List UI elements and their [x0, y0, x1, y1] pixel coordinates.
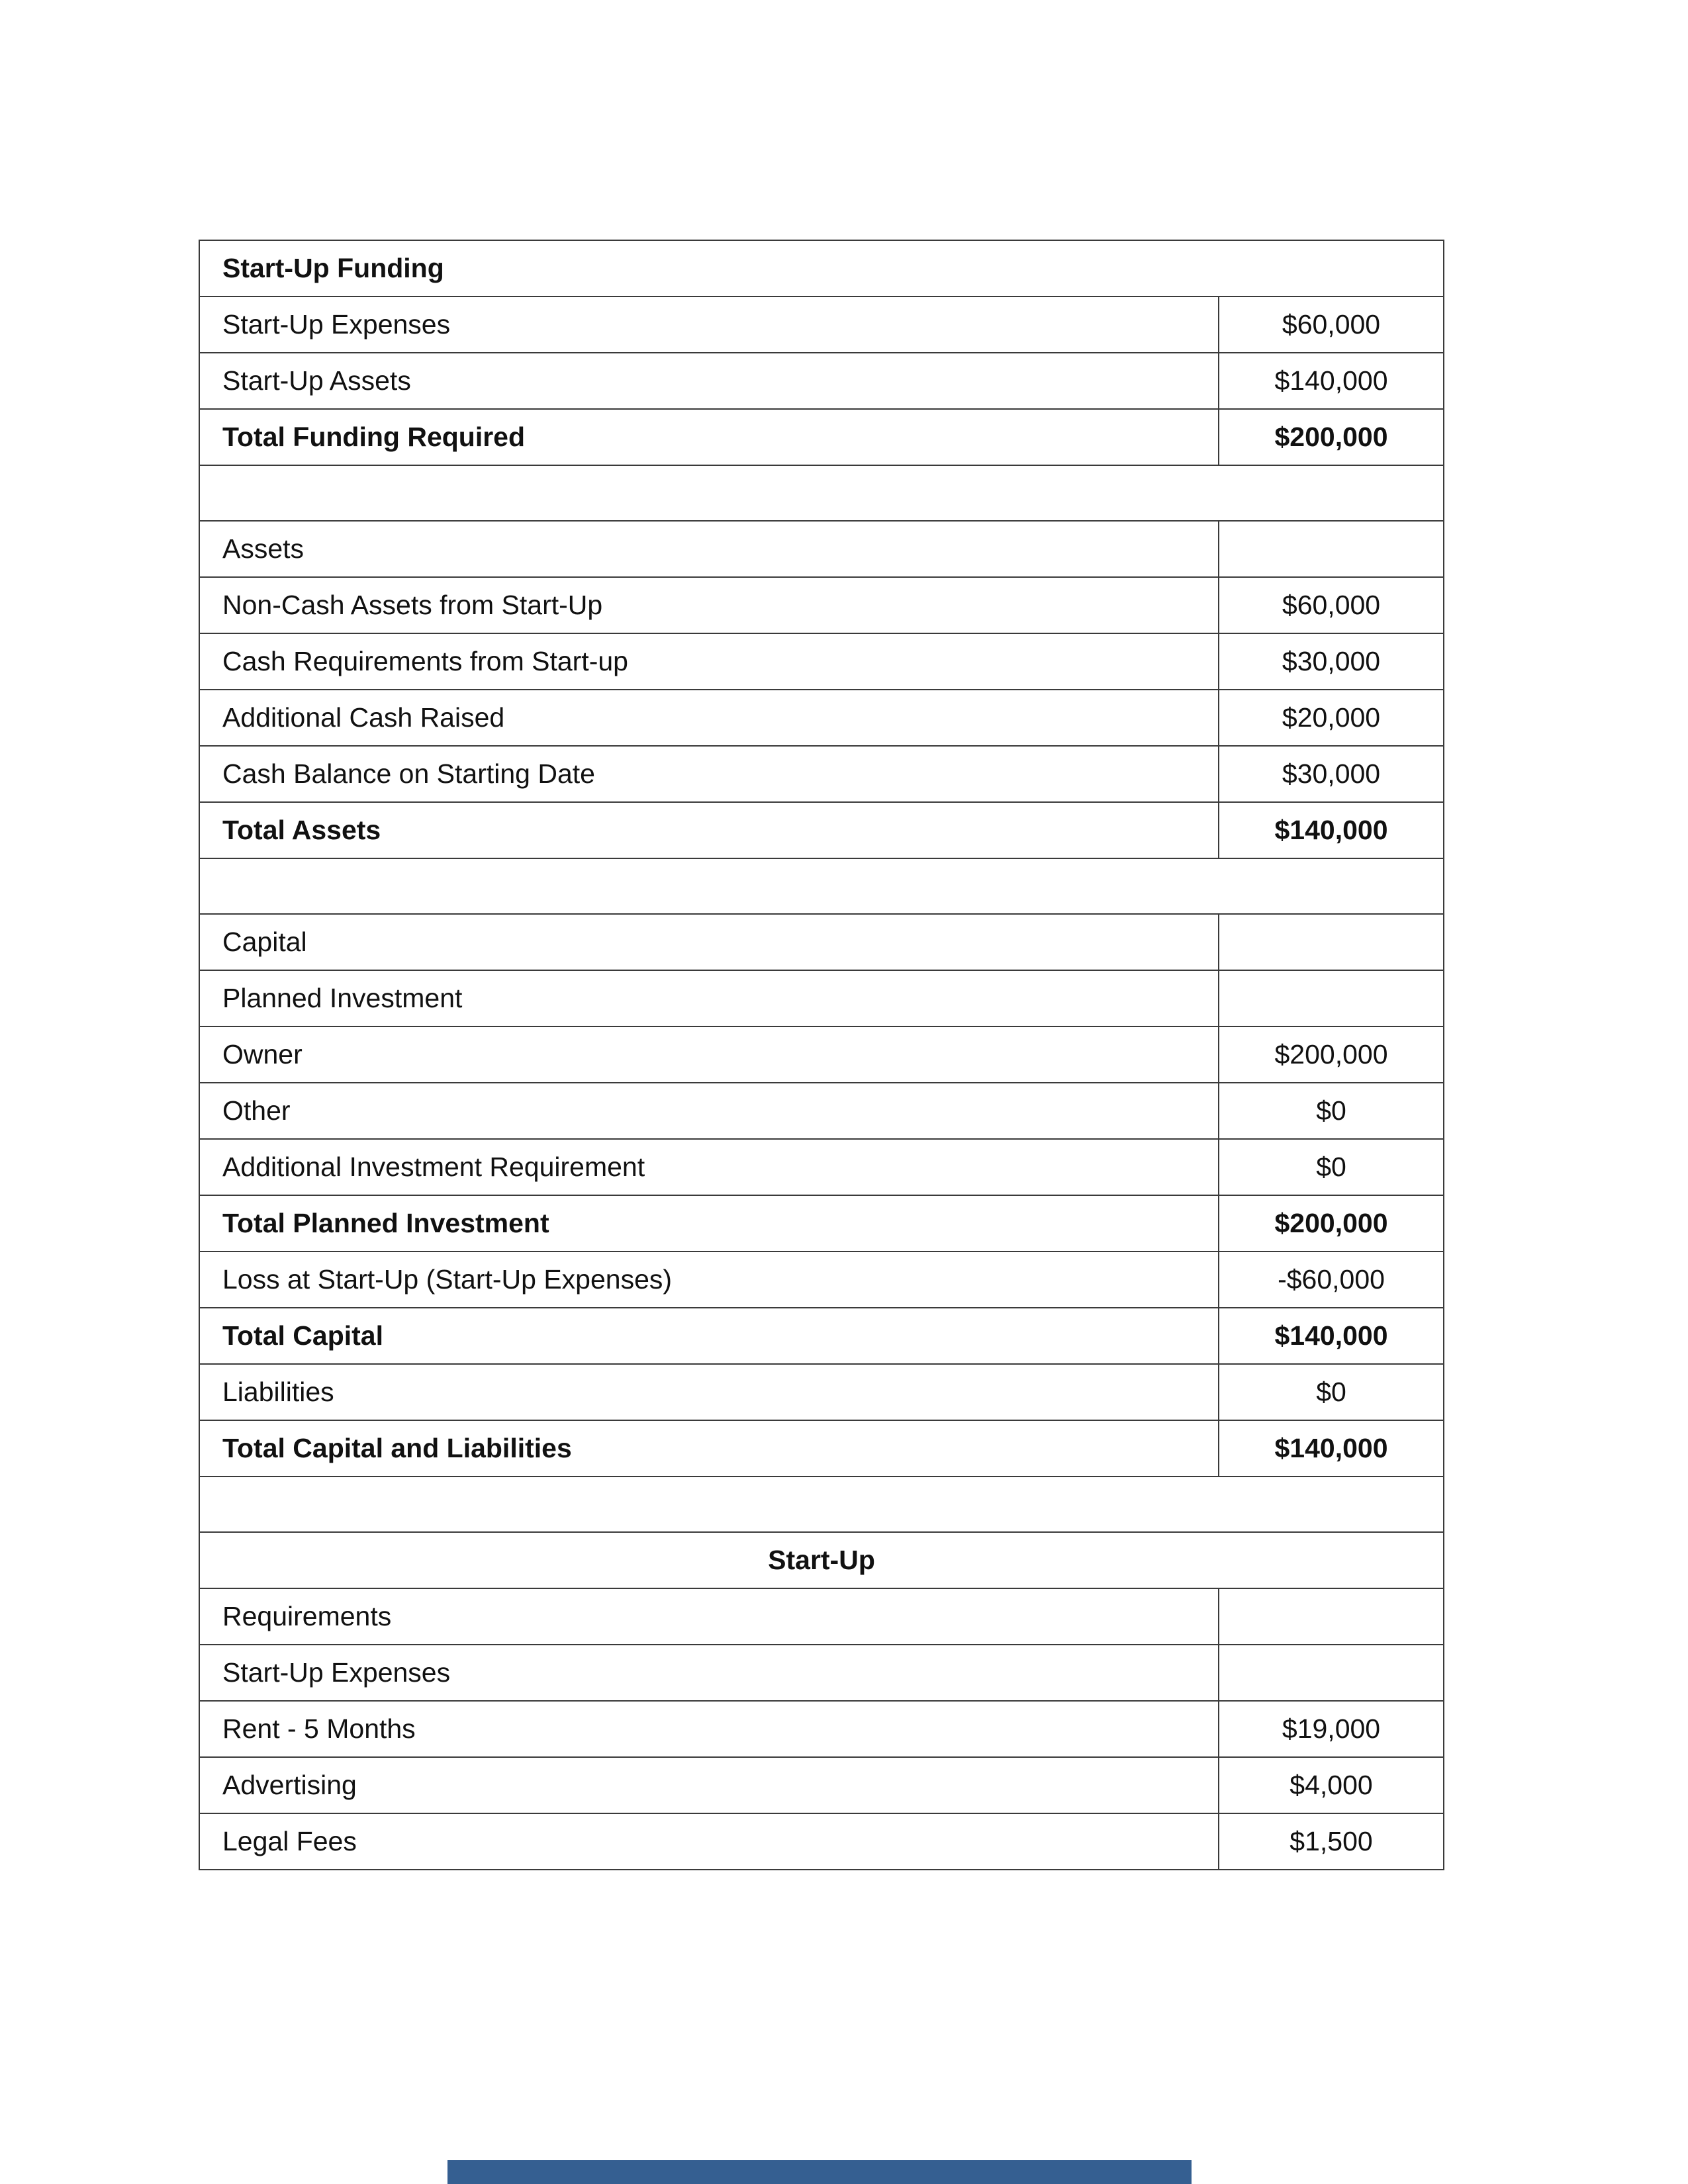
startup-expenses-label: Start-Up Expenses: [199, 1645, 1219, 1701]
spacer-row: [199, 858, 1444, 914]
spacer-cell: [199, 858, 1444, 914]
total-label: Total Planned Investment: [199, 1195, 1219, 1251]
empty-value-cell: [1219, 1645, 1444, 1701]
total-row: [199, 1195, 1444, 1251]
section-label-row: [199, 1645, 1444, 1701]
row-value: $60,000: [1219, 296, 1444, 353]
table-row: [199, 1364, 1444, 1420]
planned-investment-label: Planned Investment: [199, 970, 1219, 1026]
row-value: $60,000: [1219, 577, 1444, 633]
startup-heading-row: [199, 1532, 1444, 1588]
row-label: Liabilities: [199, 1364, 1219, 1420]
row-value: $0: [1219, 1139, 1444, 1195]
total-label: Total Assets: [199, 802, 1219, 858]
row-label: Start-Up Assets: [199, 353, 1219, 409]
row-value: $20,000: [1219, 690, 1444, 746]
capital-label: Capital: [199, 914, 1219, 970]
row-value: -$60,000: [1219, 1251, 1444, 1308]
row-value: $4,000: [1219, 1757, 1444, 1813]
row-label: Loss at Start-Up (Start-Up Expenses): [199, 1251, 1219, 1308]
row-value: $19,000: [1219, 1701, 1444, 1757]
startup-funding-heading: Start-Up Funding: [199, 240, 1444, 296]
table-row: [199, 1251, 1444, 1308]
row-value: $200,000: [1219, 1026, 1444, 1083]
requirements-label: Requirements: [199, 1588, 1219, 1645]
startup-heading: Start-Up: [199, 1532, 1444, 1588]
table-row: [199, 1083, 1444, 1139]
table-row: [199, 746, 1444, 802]
row-value: $0: [1219, 1364, 1444, 1420]
total-label: Total Capital and Liabilities: [199, 1420, 1219, 1477]
spacer-cell: [199, 465, 1444, 521]
spacer-row: [199, 465, 1444, 521]
row-label: Start-Up Expenses: [199, 296, 1219, 353]
table-row: [199, 1026, 1444, 1083]
footer-color-bar: [447, 2160, 1192, 2184]
table-row: [199, 1701, 1444, 1757]
startup-funding-table: [199, 240, 1444, 1870]
section-label-row: [199, 521, 1444, 577]
row-label: Owner: [199, 1026, 1219, 1083]
total-row: [199, 802, 1444, 858]
empty-value-cell: [1219, 914, 1444, 970]
empty-value-cell: [1219, 970, 1444, 1026]
total-row: [199, 409, 1444, 465]
row-label: Cash Balance on Starting Date: [199, 746, 1219, 802]
table-row: [199, 1813, 1444, 1870]
row-value: $0: [1219, 1083, 1444, 1139]
total-value: $200,000: [1219, 1195, 1444, 1251]
total-row: [199, 1308, 1444, 1364]
row-label: Cash Requirements from Start-up: [199, 633, 1219, 690]
table-row: [199, 353, 1444, 409]
empty-value-cell: [1219, 1588, 1444, 1645]
table-row: [199, 1757, 1444, 1813]
total-value: $140,000: [1219, 1308, 1444, 1364]
total-value: $140,000: [1219, 1420, 1444, 1477]
spacer-row: [199, 1477, 1444, 1532]
spacer-cell: [199, 1477, 1444, 1532]
table-row: [199, 633, 1444, 690]
total-label: Total Capital: [199, 1308, 1219, 1364]
table-heading-row: [199, 240, 1444, 296]
row-label: Additional Cash Raised: [199, 690, 1219, 746]
section-label-row: [199, 970, 1444, 1026]
empty-value-cell: [1219, 521, 1444, 577]
section-label-row: [199, 914, 1444, 970]
total-value: $200,000: [1219, 409, 1444, 465]
table-row: [199, 690, 1444, 746]
section-label-row: [199, 1588, 1444, 1645]
row-value: $140,000: [1219, 353, 1444, 409]
total-row: [199, 1420, 1444, 1477]
row-label: Advertising: [199, 1757, 1219, 1813]
row-label: Additional Investment Requirement: [199, 1139, 1219, 1195]
row-value: $30,000: [1219, 633, 1444, 690]
row-label: Rent - 5 Months: [199, 1701, 1219, 1757]
row-label: Non-Cash Assets from Start-Up: [199, 577, 1219, 633]
table-row: [199, 296, 1444, 353]
row-value: $30,000: [1219, 746, 1444, 802]
row-value: $1,500: [1219, 1813, 1444, 1870]
assets-label: Assets: [199, 521, 1219, 577]
table-row: [199, 577, 1444, 633]
table-row: [199, 1139, 1444, 1195]
total-value: $140,000: [1219, 802, 1444, 858]
row-label: Legal Fees: [199, 1813, 1219, 1870]
total-label: Total Funding Required: [199, 409, 1219, 465]
row-label: Other: [199, 1083, 1219, 1139]
